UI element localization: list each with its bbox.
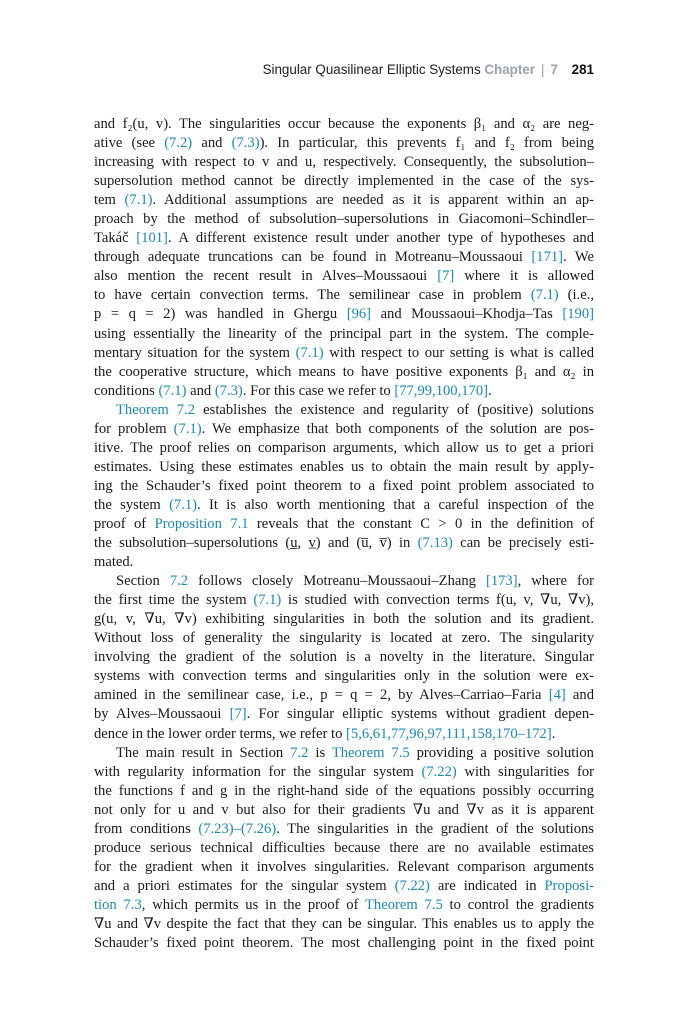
text-line: for the gradient when it involves singularities. Relevant comparison arguments	[94, 858, 594, 875]
text-line: dence in the lower order terms, we refer to [5,6,61,77,96,97,111,158,170–172].	[94, 725, 556, 742]
text-line: ative (see (7.2) and (7.3)). In particular, this prevents f₁ and f₂ from being	[94, 135, 595, 152]
text-line: Theorem 7.2 establishes the existence and regularity of (positive) solutions	[116, 401, 594, 418]
text-line: the first time the system (7.1) is studied with convection terms f(u, v, ∇u, ∇v),	[94, 592, 594, 609]
text-line: p = q = 2) was handled in Ghergu [96] and Moussaoui–Khodja–Tas [190]	[94, 306, 594, 323]
chapter-label: Chapter	[484, 62, 535, 77]
text-line: also mention the recent result in Alves–Moussaoui [7] where it is allowed	[94, 268, 594, 285]
text-line: the cooperative structure, which means to have positive exponents β₁ and α₂ in	[94, 363, 594, 380]
text-line: the system (7.1). It is also worth mentioning that a careful inspection of the	[94, 496, 594, 513]
text-line: not only for u and v but also for their gradients ∇u and ∇v as it is apparent	[94, 801, 594, 818]
text-line: systems with convection terms and singularities only in the solution were ex-	[94, 668, 594, 685]
text-line: mated.	[94, 554, 134, 571]
text-line: from conditions (7.23)–(7.26). The singularities in the gradient of the solutions	[94, 820, 594, 837]
text-line: tem (7.1). Additional assumptions are needed as it is apparent within an ap-	[94, 192, 594, 209]
text-line: Schauder’s fixed point theorem. The most challenging point in the fixed point	[94, 935, 594, 952]
header-separator: |	[540, 62, 545, 77]
text-line: and a priori estimates for the singular system (7.22) are indicated in Proposi-	[94, 877, 595, 894]
text-line: itive. The proof relies on comparison arguments, which allow us to get a priori	[94, 439, 594, 456]
text-line: amined in the semilinear case, i.e., p = q = 2, by Alves–Carriao–Faria [4] and	[94, 687, 594, 704]
text-line: mentary situation for the system (7.1) with respect to our setting is what is called	[94, 344, 594, 361]
text-line: for problem (7.1). We emphasize that both components of the solution are pos-	[94, 420, 594, 437]
text-line: by Alves–Moussaoui [7]. For singular elliptic systems without gradient depen-	[94, 706, 595, 723]
text-line: Takáč [101]. A different existence result under another type of hypotheses and	[94, 230, 594, 247]
text-line: proach by the method of subsolution–supersolutions in Giacomoni–Schindler–	[94, 211, 594, 228]
text-line: ing the Schauder’s fixed point theorem to a fixed point problem associated to	[94, 477, 594, 494]
body-text	[94, 115, 594, 953]
text-line: supersolution method cannot be directly implemented in the case of the sys-	[94, 173, 594, 190]
text-line: the functions f and g in the right-hand side of the equations possibly occurring	[94, 782, 594, 799]
text-line: conditions (7.1) and (7.3). For this case we refer to [77,99,100,170].	[94, 382, 492, 399]
text-line: The main result in Section 7.2 is Theorem 7.5 providing a positive solution	[116, 744, 594, 761]
text-line: ∇u and ∇v despite the fact that they can be singular. This enables us to apply the	[94, 915, 594, 932]
text-line: produce serious technical difficulties because there are no available estimates	[94, 839, 594, 856]
text-line: using essentially the linearity of the principal part in the system. The comple-	[94, 325, 594, 342]
text-line: tion 7.3, which permits us in the proof of Theorem 7.5 to control the gradients	[94, 896, 595, 913]
text-line: g(u, v, ∇u, ∇v) exhibiting singularities in both the solution and its gradient.	[94, 611, 594, 628]
chapter-number: 7	[550, 62, 558, 77]
page-number: 281	[571, 62, 594, 77]
text-line: through adequate truncations can be found in Motreanu–Moussaoui [171]. We	[94, 249, 594, 266]
text-line: increasing with respect to v and u, respectively. Consequently, the subsolution–	[94, 154, 594, 171]
text-line: with regularity information for the singular system (7.22) with singularities for	[94, 763, 595, 780]
text-line: and f₂(u, v). The singularities occur because the exponents β₁ and α₂ are neg-	[94, 116, 594, 132]
running-header	[263, 62, 594, 77]
running-title: Singular Quasilinear Elliptic Systems	[262, 62, 481, 77]
text-line: involving the gradient of the solution is a novelty in the literature. Singular	[94, 649, 594, 666]
text-line: to have certain convection terms. The semilinear case in problem (7.1) (i.e.,	[94, 287, 594, 304]
text-line: Without loss of generality the singularity is located at zero. The singularity	[94, 630, 594, 647]
text-line: proof of Proposition 7.1 reveals that the constant C > 0 in the definition of	[94, 515, 594, 532]
text-line: the subsolution–supersolutions (u̲, v̲) and (u̅, v̅) in (7.13) can be precisely esti-	[94, 535, 594, 552]
text-line: estimates. Using these estimates enables us to obtain the main result by apply-	[94, 458, 594, 475]
text-line: Section 7.2 follows closely Motreanu–Moussaoui–Zhang [173], where for	[116, 573, 594, 590]
